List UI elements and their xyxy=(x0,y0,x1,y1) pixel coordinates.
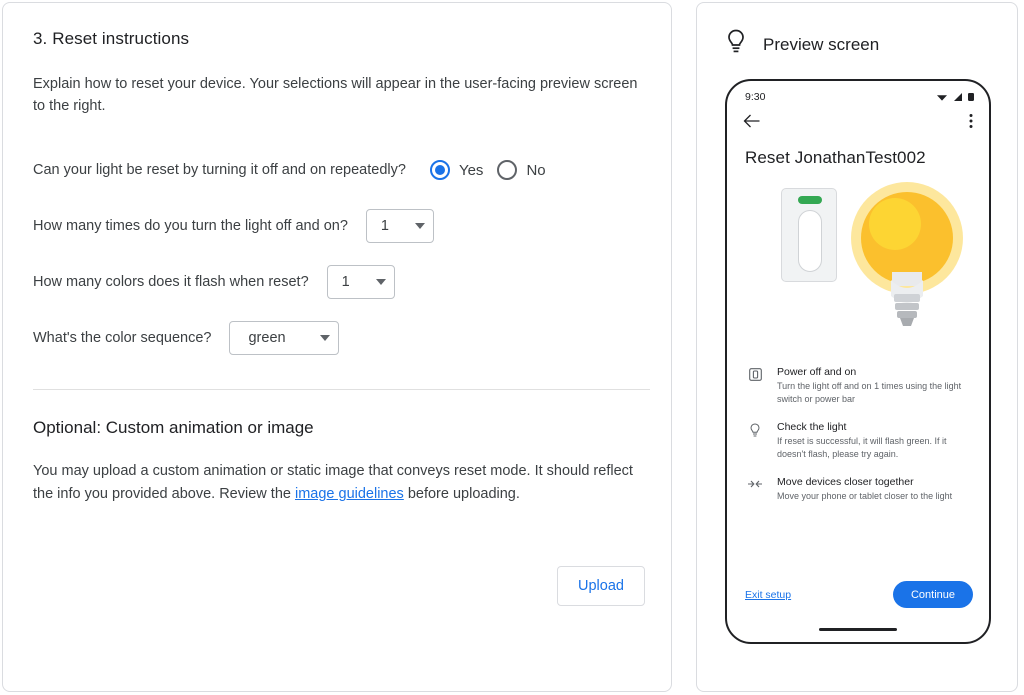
home-indicator xyxy=(819,628,897,631)
light-switch-graphic xyxy=(781,188,837,282)
status-icons xyxy=(936,92,975,102)
radio-option-yes[interactable] xyxy=(430,160,483,180)
phone-nav-row xyxy=(727,103,989,134)
preview-header xyxy=(697,29,1017,60)
phone-screen-title: Reset JonathanTest002 xyxy=(745,148,926,167)
step-text xyxy=(777,366,971,405)
chevron-down-icon xyxy=(415,223,425,229)
lightbulb-graphic xyxy=(847,176,967,351)
select-color-sequence[interactable] xyxy=(229,321,339,355)
reset-steps xyxy=(727,360,989,503)
question-toggle-count xyxy=(33,209,643,243)
battery-icon xyxy=(967,92,975,102)
preview-card xyxy=(696,2,1018,692)
section-description: Explain how to reset your device. Your selections will appear in the user-facing preview screen to the right. xyxy=(33,76,638,114)
continue-button[interactable]: Continue xyxy=(893,581,973,608)
bulb-icon xyxy=(725,29,747,60)
reset-instructions-card xyxy=(2,2,672,692)
move-closer-icon xyxy=(745,478,765,490)
optional-section-description xyxy=(33,460,643,506)
select-toggle-count-value: 1 xyxy=(380,218,389,234)
step-body: Turn the light off and on 1 times using the light switch or power bar xyxy=(777,381,962,404)
step-body: Move your phone or tablet closer to the light xyxy=(777,491,953,501)
divider xyxy=(33,389,650,390)
step-text xyxy=(777,476,952,503)
page-title: 3. Reset instructions xyxy=(33,29,190,48)
radio-no-icon xyxy=(497,160,517,180)
question-reset-toggle xyxy=(33,153,643,187)
question-label: What's the color sequence? xyxy=(33,330,212,346)
chevron-down-icon xyxy=(320,335,330,341)
bulb-icon xyxy=(745,423,765,438)
radio-option-no[interactable] xyxy=(497,160,545,180)
switch-led xyxy=(798,196,822,204)
phone-preview xyxy=(725,79,991,644)
step-text xyxy=(777,421,971,460)
reset-illustration xyxy=(727,174,989,360)
question-label: Can your light be reset by turning it off and on repeatedly? xyxy=(33,162,406,178)
question-label: How many times do you turn the light off and on? xyxy=(33,218,348,234)
preview-title: Preview screen xyxy=(763,34,880,54)
question-color-count xyxy=(33,265,643,299)
phone-footer xyxy=(727,581,989,608)
question-label: How many colors does it flash when reset? xyxy=(33,274,309,290)
switch-toggle xyxy=(798,210,822,272)
phone-status-bar xyxy=(727,81,989,103)
step-title: Move devices closer together xyxy=(777,476,914,488)
status-time: 9:30 xyxy=(745,91,766,103)
select-color-sequence-value: green xyxy=(248,330,286,346)
optional-section-title: Optional: Custom animation or image xyxy=(33,418,314,437)
optional-desc-part1: You may upload a custom animation or static image that conveys reset mode. It should reflect the info you provided above. Review the xyxy=(33,463,633,502)
back-arrow-icon[interactable] xyxy=(743,113,761,134)
question-color-sequence xyxy=(33,321,643,355)
image-guidelines-link[interactable]: image guidelines xyxy=(294,486,404,502)
signal-icon xyxy=(952,92,963,102)
step-body: If reset is successful, it will flash green. If it doesn't flash, please try again. xyxy=(777,436,947,459)
wifi-icon xyxy=(936,92,948,102)
select-color-count-value: 1 xyxy=(341,274,350,290)
radio-yes-icon xyxy=(430,160,450,180)
power-switch-icon xyxy=(745,368,765,381)
exit-setup-link[interactable]: Exit setup xyxy=(745,588,792,601)
step-title: Power off and on xyxy=(777,366,857,378)
step-item xyxy=(745,421,971,460)
select-color-count[interactable] xyxy=(327,265,395,299)
radio-no-label: No xyxy=(526,161,546,179)
optional-desc-part2: before uploading. xyxy=(403,486,520,502)
step-item xyxy=(745,366,971,405)
select-toggle-count[interactable] xyxy=(366,209,434,243)
chevron-down-icon xyxy=(376,279,386,285)
step-title: Check the light xyxy=(777,421,847,433)
overflow-menu-icon[interactable] xyxy=(969,113,973,134)
radio-yes-label: Yes xyxy=(458,161,484,179)
step-item xyxy=(745,476,971,503)
upload-button[interactable]: Upload xyxy=(557,566,645,606)
radio-group-reset-toggle xyxy=(430,160,560,180)
